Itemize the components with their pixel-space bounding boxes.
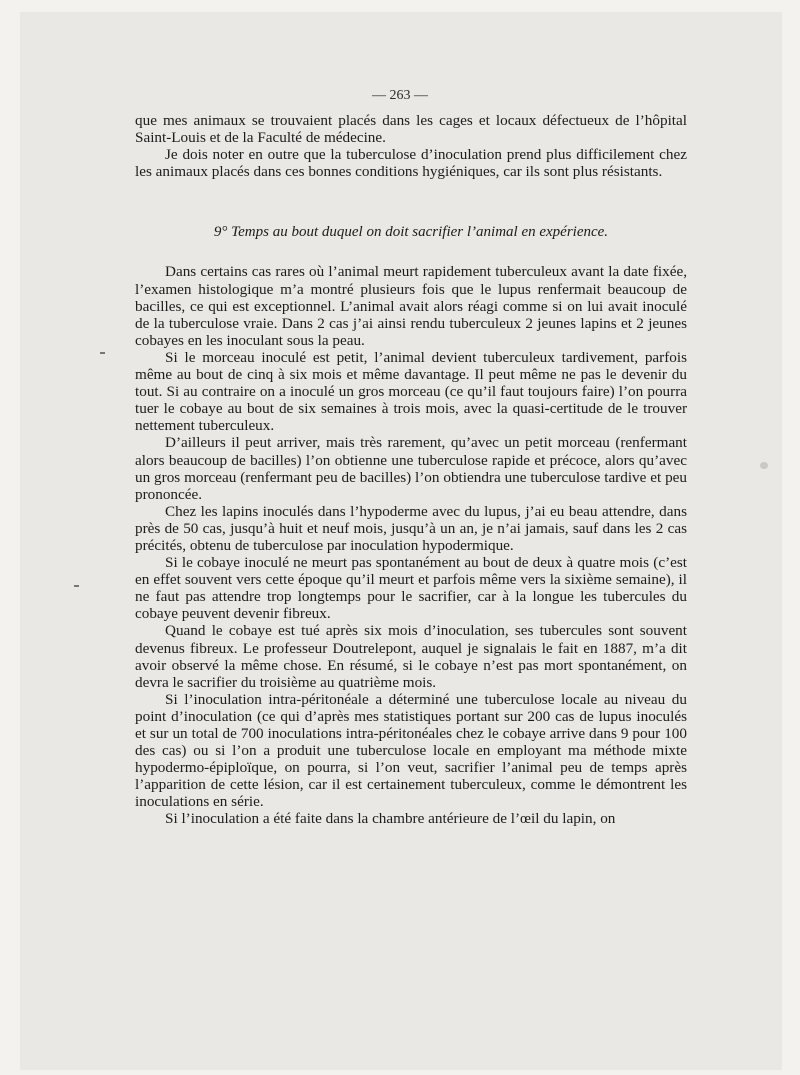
margin-mark <box>74 585 79 587</box>
paragraph: Dans certains cas rares où l’animal meurt rapidement tuberculeux avant la date fixée, l’examen histologique m’a montré plusieurs fois que le lupus renfermait beaucoup de bacilles, ce qui est exceptionnel. L’animal avait alors réagi comme si on lui avait inoculé de la tuberculose vraie. Dans 2 cas j’ai ainsi rendu tuberculeux 2 jeunes lapins et 2 jeunes cobayes en les inoculant sous la peau. <box>135 263 687 349</box>
paragraph: Quand le cobaye est tué après six mois d’inoculation, ses tubercules sont souvent devenus fibreux. Le professeur Doutrelepont, auquel je signalais le fait en 1887, m’a dit avoir observé la même chose. En résumé, si le cobaye n’est pas mort spontanément, on devra le sacrifier du troisième au quatrième mois. <box>135 622 687 691</box>
paper-speck <box>760 462 768 469</box>
paragraph: Si l’inoculation intra-péritonéale a déterminé une tuberculose locale au niveau du point d’inoculation (ce qui d’après mes statistiques portant sur 200 cas de lupus inoculés et sur un total de 700 inoculations intra-péritonéales chez le cobaye arrive dans 9 pour 100 des cas) ou si l’on a produit une tuberculose locale en employant ma méthode mixte hypodermo-épiploïque, on pourra, si l’on veut, sacrifier l’animal peu de temps après l’apparition de cette lésion, car il est certainement tuberculeux, comme le démontrent les inoculations en série. <box>135 690 687 811</box>
section-heading: 9° Temps au bout duquel on doit sacrifier l’animal en expérience. <box>213 224 609 241</box>
paragraph: D’ailleurs il peut arriver, mais très rarement, qu’avec un petit morceau (renfermant alors beaucoup de bacilles) l’on obtienne une tuberculose rapide et précoce, alors qu’avec un gros morceau (renfermant peu de bacilles) l’on obtiendra une tuberculose tardive et peu prononcée. <box>135 434 687 503</box>
paragraph: Je dois noter en outre que la tuberculose d’inoculation prend plus difficilement chez les animaux placés dans ces bonnes conditions hygiéniques, car ils sont plus résistants. <box>135 146 687 181</box>
paragraph: que mes animaux se trouvaient placés dans les cages et locaux défectueux de l’hôpital Saint-Louis et de la Faculté de médecine. <box>135 112 687 147</box>
margin-mark <box>100 352 105 354</box>
page-body <box>135 112 687 828</box>
page-number: — 263 — <box>372 88 428 103</box>
paragraph: Si le cobaye inoculé ne meurt pas spontanément au bout de deux à quatre mois (c’est en effet souvent vers cette époque qu’il meurt et parfois même vers la sixième semaine), il ne faut pas attendre trop longtemps pour le sacrifier, car à la longue les tubercules du cobaye peuvent devenir fibreux. <box>135 554 687 623</box>
paragraph: Si le morceau inoculé est petit, l’animal devient tuberculeux tardivement, parfois même au bout de cinq à six mois et même davantage. Il peut même ne pas le devenir du tout. Si au contraire on a inoculé un gros morceau (ce qu’il faut toujours faire) l’on pourra tuer le cobaye au bout de six semaines à trois mois, avec la quasi-certitude de le trouver nettement tuberculeux. <box>135 348 687 435</box>
paragraph: Si l’inoculation a été faite dans la chambre antérieure de l’œil du lapin, on <box>165 810 616 828</box>
paragraph: Chez les lapins inoculés dans l’hypoderme avec du lupus, j’ai eu beau attendre, dans près de 50 cas, jusqu’à huit et neuf mois, jusqu’à un an, je n’ai jamais, sauf dans les 2 cas précités, obtenu de tuberculose par inoculation hypodermique. <box>135 502 687 554</box>
